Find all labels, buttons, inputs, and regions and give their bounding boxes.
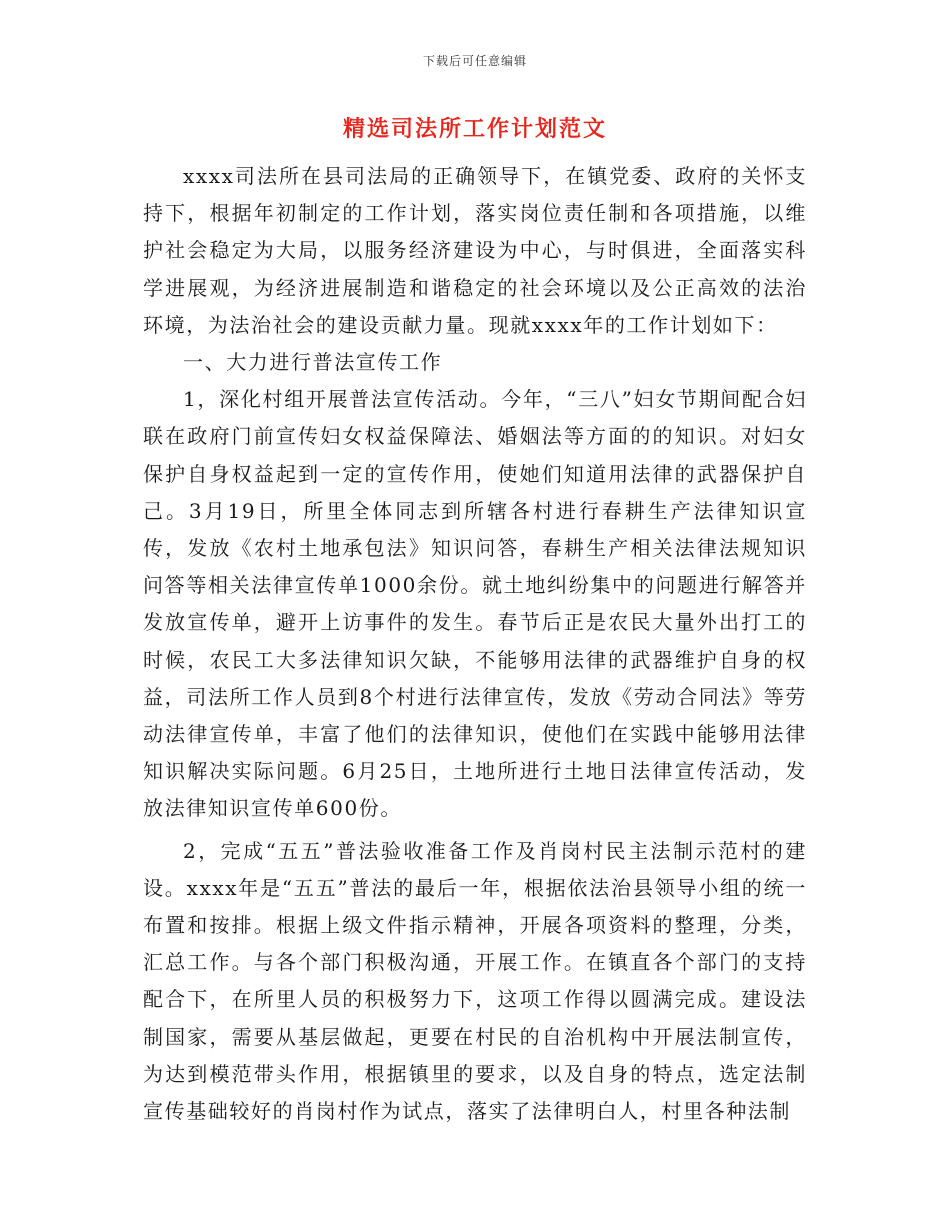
document-title: 精选司法所工作计划范文 [342,116,607,142]
document-body [143,158,807,1130]
section-heading-1: 一、大力进行普法宣传工作 [183,350,443,375]
header-note: 下载后可任意编辑 [422,54,527,68]
paragraph-intro: xxxx司法所在县司法局的正确领导下，在镇党委、政府的关怀支持下，根据年初制定的工作计划，落实岗位责任制和各项措施，以维护社会稳定为大局，以服务经济建设为中心，与时俱进，全面落实科学进展观，为经济进展制造和谐稳定的社会环境以及公正高效的法治环境，为法治社会的建设贡献力量。现就xxxx年的工作计划如下： [143,164,807,337]
paragraph-item-1: 1，深化村组开展普法宣传活动。今年，“三八”妇女节期间配合妇联在政府门前宣传妇女权益保障法、婚姻法等方面的的知识。对妇女保护自身权益起到一定的宣传作用，使她们知道用法律的武器保护自己。3月19日，所里全体同志到所辖各村进行春耕生产法律知识宣传，发放《农村土地承包法》知识问答，春耕生产相关法律法规知识问答等相关法律宣传单1000余份。就土地纠纷集中的问题进行解答并发放宣传单，避开上访事件的发生。春节后正是农民大量外出打工的时候，农民工大多法律知识欠缺，不能够用法律的武器维护自身的权益，司法所工作人员到8个村进行法律宣传，发放《劳动合同法》等劳动法律宣传单，丰富了他们的法律知识，使他们在实践中能够用法律知识解决实际问题。6月25日，土地所进行土地日法律宣传活动，发放法律知识宣传单600份。 [143,387,807,821]
paragraph-item-2: 2，完成“五五”普法验收准备工作及肖岗村民主法制示范村的建设。xxxx年是“五五”普法的最后一年，根据依法治县领导小组的统一布置和按排。根据上级文件指示精神，开展各项资料的整理，分类，汇总工作。与各个部门积极沟通，开展工作。在镇直各个部门的支持配合下，在所里人员的积极努力下，这项工作得以圆满完成。建设法制国家，需要从基层做起，更要在村民的自治机构中开展法制宣传，为达到模范带头作用，根据镇里的要求，以及自身的特点，选定法制宣传基础较好的肖岗村作为试点，落实了法律明白人，村里各种法制 [143,838,807,1124]
